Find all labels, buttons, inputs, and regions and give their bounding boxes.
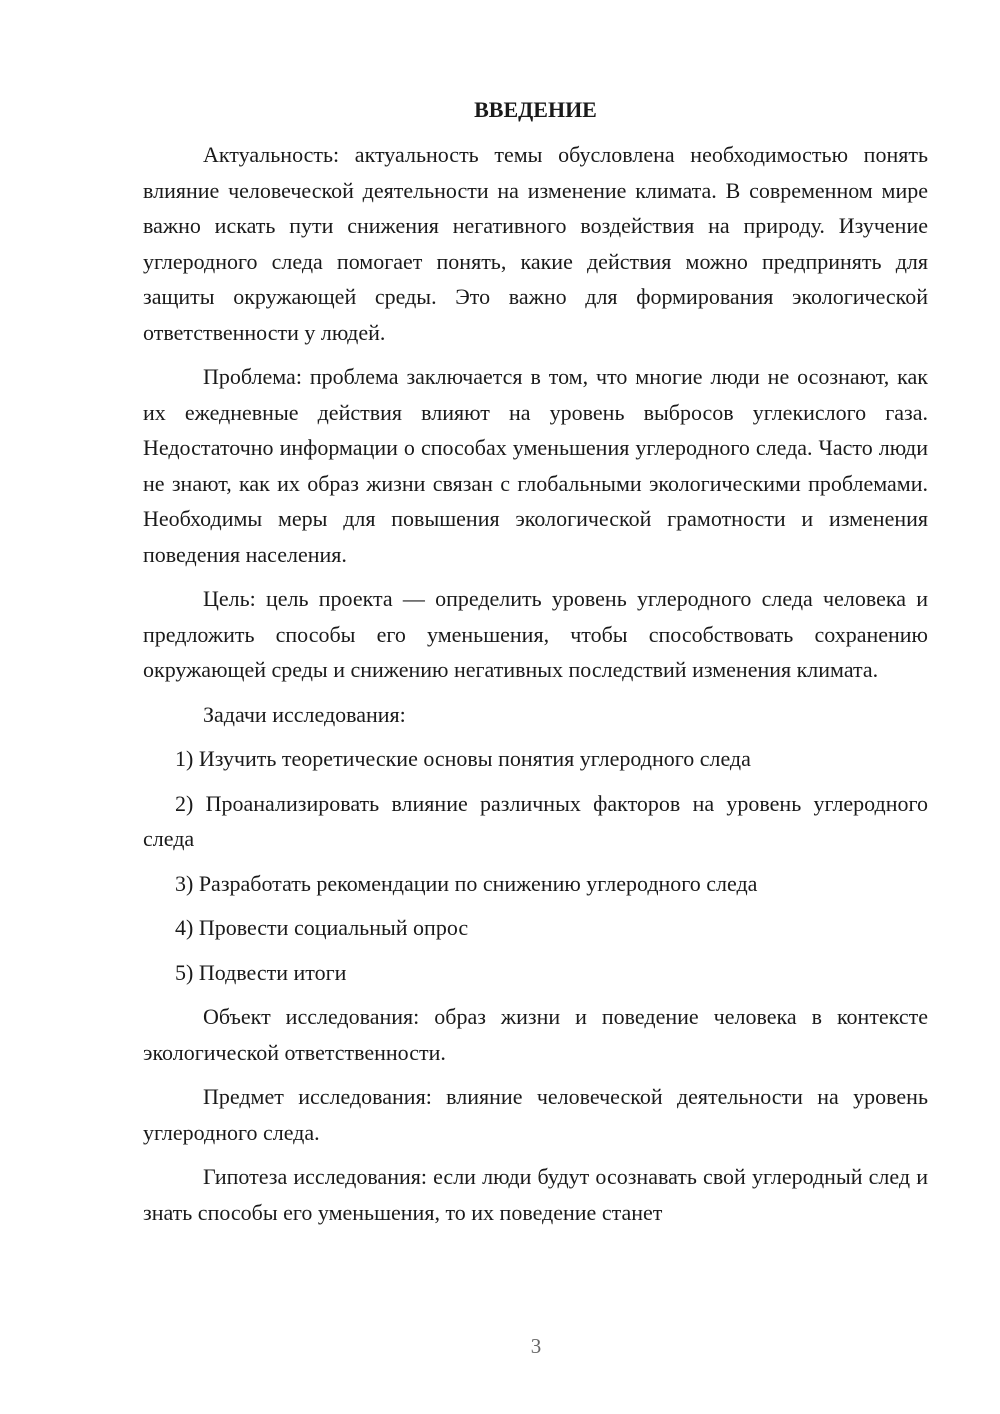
paragraph-relevance: Актуальность: актуальность темы обусловлена необходимостью понять влияние человеческой деятельности на изменение климата. В современном мире важно искать пути снижения негативного воздействия на природу. Изучение углеродного следа помогает понять, какие действия можно предпринять для защиты окружающей среды. Это важно для формирования экологической ответственности у людей. <box>143 142 928 345</box>
page-content <box>143 92 928 1239</box>
task-item: 5) Подвести итоги <box>175 959 347 985</box>
paragraph-object: Объект исследования: образ жизни и поведение человека в контексте экологической ответственности. <box>143 1004 928 1065</box>
task-item: 1) Изучить теоретические основы понятия углеродного следа <box>175 746 751 771</box>
task-item: 4) Провести социальный опрос <box>175 915 469 940</box>
section-title: ВВЕДЕНИЕ <box>474 97 597 122</box>
paragraph-tasks-heading: Задачи исследования: <box>203 701 406 727</box>
paragraph-goal: Цель: цель проекта — определить уровень углеродного следа человека и предложить способы его уменьшения, чтобы способствовать сохранению окружающей среды и снижению негативных последствий изменения климата. <box>143 586 928 682</box>
paragraph-hypothesis: Гипотеза исследования: если люди будут осознавать свой углеродный след и знать способы его уменьшения, то их поведение станет <box>143 1164 928 1225</box>
task-item: 2) Проанализировать влияние различных факторов на уровень углеродного следа <box>143 790 928 851</box>
paragraph-problem: Проблема: проблема заключается в том, что многие люди не осознают, как их ежедневные действия влияют на уровень выбросов углекислого газа. Недостаточно информации о способах уменьшения углеродного следа. Часто люди не знают, как их образ жизни связан с глобальными экологическими проблемами. Необходимы меры для повышения экологической грамотности и изменения поведения населения. <box>143 364 928 567</box>
page-number: 3 <box>530 1334 542 1358</box>
task-item: 3) Разработать рекомендации по снижению углеродного следа <box>175 870 758 896</box>
paragraph-subject: Предмет исследования: влияние человеческой деятельности на уровень углеродного следа. <box>143 1084 928 1145</box>
